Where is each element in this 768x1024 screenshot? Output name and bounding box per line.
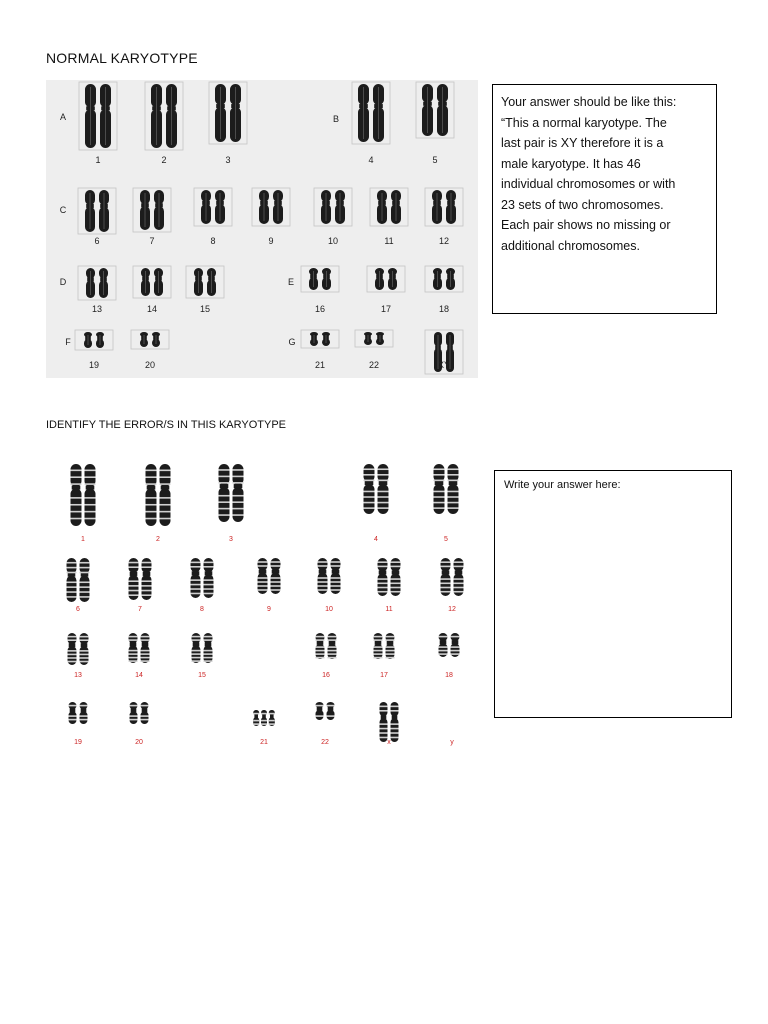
chromosome <box>194 268 203 296</box>
chromosome <box>451 633 460 657</box>
chromosome <box>432 190 442 224</box>
pair-number: 2 <box>156 536 160 543</box>
pair-frame <box>145 82 183 150</box>
group-letter: E <box>287 277 295 287</box>
pair-number: 18 <box>445 672 453 679</box>
chromosome <box>437 84 448 136</box>
pair-frame <box>416 82 454 138</box>
group-letter: G <box>288 337 296 347</box>
chromosome <box>129 633 138 663</box>
pair-number: 22 <box>321 739 329 746</box>
chromosome <box>259 190 269 224</box>
pair-frame <box>367 266 405 292</box>
chromosome <box>439 633 448 657</box>
chromosome <box>309 268 318 290</box>
pair-number: x <box>387 739 391 746</box>
chromosome <box>85 464 96 526</box>
example-answer-box <box>492 84 717 314</box>
pair-number: 6 <box>76 606 80 613</box>
chromosome <box>68 633 77 665</box>
pair-number: 10 <box>325 606 333 613</box>
pair-number: 8 <box>200 606 204 613</box>
chromosome <box>375 268 384 290</box>
chromosome <box>386 633 395 659</box>
error-karyotype-image <box>48 458 476 750</box>
example-answer-line: male karyotype. It has 46 <box>501 156 641 171</box>
chromosome <box>391 190 401 224</box>
pair-number: 17 <box>380 672 388 679</box>
pair-frame <box>79 82 117 150</box>
chromosome <box>219 464 230 522</box>
pair-number: 4 <box>368 155 374 165</box>
chromosome <box>96 332 104 348</box>
chromosome <box>154 190 164 230</box>
pair-number: 1 <box>95 155 101 165</box>
pair-number: 9 <box>268 236 274 246</box>
normal-karyotype-figure <box>46 80 478 378</box>
pair-frame <box>352 82 390 144</box>
pair-frame <box>209 82 247 144</box>
chromosome <box>204 633 213 663</box>
chromosome <box>207 268 216 296</box>
chromosome <box>141 633 150 663</box>
chromosome <box>67 558 77 602</box>
answer-prompt: Write your answer here: <box>504 479 621 491</box>
chromosome <box>166 84 177 148</box>
pair-number: 12 <box>438 236 450 246</box>
chromosome <box>84 332 92 348</box>
example-answer-line: additional chromosomes. <box>501 238 640 253</box>
pair-number: 11 <box>384 236 394 246</box>
pair-number: 1 <box>81 536 85 543</box>
chromosome <box>204 558 214 598</box>
chromosome <box>99 190 109 232</box>
pair-number: 5 <box>432 155 438 165</box>
chromosome <box>358 84 369 142</box>
chromosome <box>258 558 268 594</box>
group-letter: C <box>59 205 67 215</box>
chromosome <box>160 464 171 526</box>
chromosome <box>374 633 383 659</box>
normal-karyotype-heading: NORMAL KARYOTYPE <box>46 50 198 66</box>
chromosome <box>230 84 241 142</box>
chromosome <box>322 268 331 290</box>
pair-frame <box>133 188 171 232</box>
pair-number: 17 <box>380 304 392 314</box>
pair-frame <box>314 188 352 226</box>
chromosome <box>378 464 389 514</box>
chromosome <box>454 558 464 596</box>
chromosome <box>373 84 384 142</box>
chromosome <box>201 190 211 224</box>
example-answer-line: Each pair shows no missing or <box>501 218 671 232</box>
example-answer-line: last pair is XY therefore it is a <box>501 136 664 150</box>
chromosome <box>233 464 244 522</box>
chromosome <box>446 190 456 224</box>
chromosome <box>376 332 384 345</box>
chromosome <box>215 190 225 224</box>
chromosome <box>140 190 150 230</box>
pair-frame <box>370 188 408 226</box>
chromosome <box>377 190 387 224</box>
chromosome <box>191 558 201 598</box>
pair-number: y <box>450 739 454 746</box>
pair-number: 16 <box>322 672 330 679</box>
chromosome <box>271 558 281 594</box>
example-answer-line: “This a normal karyotype. The <box>501 115 667 130</box>
chromosome <box>129 558 139 600</box>
chromosome <box>141 268 150 296</box>
chromosome <box>261 710 267 726</box>
chromosome <box>380 702 388 742</box>
chromosome <box>151 84 162 148</box>
pair-number: 22 <box>368 360 380 370</box>
pair-frame <box>186 266 224 298</box>
chromosome <box>331 558 341 594</box>
pair-number: 19 <box>74 739 82 746</box>
chromosome <box>441 558 451 596</box>
pair-number: 8 <box>210 236 216 246</box>
pair-number: 7 <box>138 606 142 613</box>
chromosome <box>328 633 337 659</box>
pair-number: 18 <box>438 304 450 314</box>
pair-number: 21 <box>314 360 326 370</box>
chromosome <box>85 84 96 148</box>
chromosome <box>86 268 95 298</box>
chromosome <box>364 464 375 514</box>
chromosome <box>388 268 397 290</box>
chromosome <box>71 464 82 526</box>
chromosome <box>316 702 324 720</box>
chromosome <box>130 702 138 724</box>
pair-number: 6 <box>94 236 100 246</box>
chromosome <box>141 702 149 724</box>
pair-frame <box>75 330 113 350</box>
group-letter: B <box>332 114 340 124</box>
example-answer-line: Your answer should be like this: <box>501 95 677 109</box>
pair-number: 15 <box>198 672 206 679</box>
chromosome <box>80 702 88 724</box>
pair-number: 13 <box>91 304 103 314</box>
pair-number: 20 <box>135 739 143 746</box>
pair-number: XY <box>437 360 451 370</box>
chromosome <box>69 702 77 724</box>
pair-frame <box>78 188 116 234</box>
chromosome <box>273 190 283 224</box>
pair-number: 3 <box>225 155 231 165</box>
pair-number: 19 <box>88 360 100 370</box>
group-letter: A <box>59 112 67 122</box>
chromosome <box>327 702 335 720</box>
chromosome <box>321 190 331 224</box>
pair-number: 15 <box>199 304 211 314</box>
chromosome <box>215 84 226 142</box>
pair-number: 7 <box>149 236 155 246</box>
pair-frame <box>425 266 463 292</box>
chromosome <box>434 464 445 514</box>
chromosome <box>422 84 433 136</box>
pair-frame <box>131 330 169 349</box>
chromosome <box>391 558 401 596</box>
pair-frame <box>252 188 290 226</box>
pair-number: 3 <box>229 536 233 543</box>
chromosome <box>140 332 148 347</box>
chromosome <box>391 702 399 742</box>
pair-number: 11 <box>385 606 393 613</box>
chromosome <box>85 190 95 232</box>
pair-number: 14 <box>146 304 158 314</box>
pair-frame <box>301 330 339 348</box>
pair-frame <box>133 266 171 298</box>
pair-number: 20 <box>144 360 156 370</box>
chromosome <box>80 558 90 602</box>
pair-frame <box>425 188 463 226</box>
chromosome <box>378 558 388 596</box>
chromosome <box>253 710 259 726</box>
chromosome <box>316 633 325 659</box>
group-letter: F <box>65 337 71 347</box>
pair-number: 13 <box>74 672 82 679</box>
pair-number: 16 <box>314 304 326 314</box>
chromosome <box>142 558 152 600</box>
error-karyotype-heading: IDENTIFY THE ERROR/S IN THIS KARYOTYPE <box>46 419 287 431</box>
chromosome <box>154 268 163 296</box>
pair-number: 4 <box>374 536 378 543</box>
chromosome <box>152 332 160 347</box>
chromosome <box>100 84 111 148</box>
pair-number: 2 <box>161 155 167 165</box>
pair-number: 21 <box>260 739 268 746</box>
answer-box[interactable] <box>494 470 732 718</box>
chromosome <box>433 268 442 290</box>
group-letter: D <box>59 277 67 287</box>
chromosome <box>448 464 459 514</box>
chromosome <box>364 332 372 345</box>
pair-frame <box>78 266 116 300</box>
pair-frame <box>301 266 339 292</box>
chromosome <box>318 558 328 594</box>
pair-frame <box>194 188 232 226</box>
pair-number: 14 <box>135 672 143 679</box>
normal-karyotype-image <box>46 80 478 378</box>
chromosome <box>269 710 275 726</box>
pair-frame <box>355 330 393 347</box>
chromosome <box>322 332 330 346</box>
chromosome <box>146 464 157 526</box>
pair-number: 5 <box>444 536 448 543</box>
example-answer-line: individual chromosomes or with <box>501 177 676 191</box>
chromosome <box>99 268 108 298</box>
chromosome <box>335 190 345 224</box>
chromosome <box>446 268 455 290</box>
pair-number: 9 <box>267 606 271 613</box>
pair-number: 10 <box>327 236 339 246</box>
chromosome <box>192 633 201 663</box>
chromosome <box>310 332 318 346</box>
pair-number: 12 <box>448 606 456 613</box>
error-karyotype-figure <box>48 458 476 750</box>
example-answer-line: 23 sets of two chromosomes. <box>501 197 664 212</box>
chromosome <box>80 633 89 665</box>
